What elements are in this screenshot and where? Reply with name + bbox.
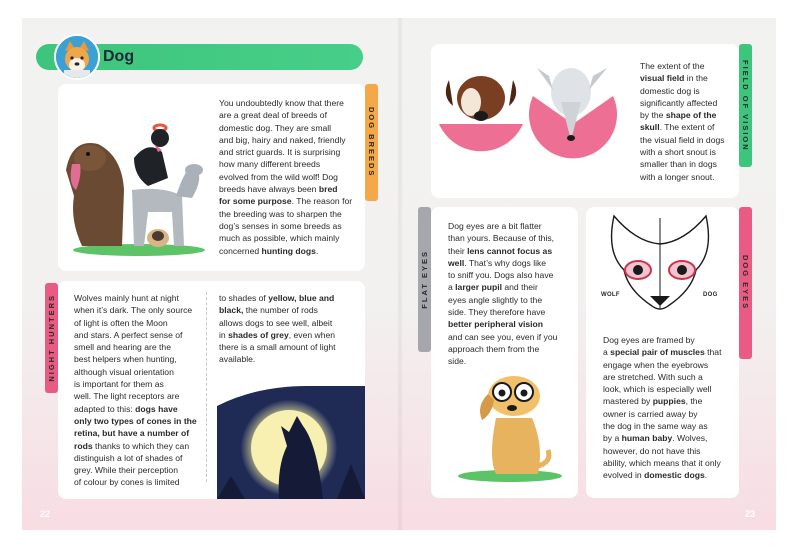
text-line: evolved in domestic dogs. bbox=[603, 470, 708, 481]
text-line: although visual orientation bbox=[74, 366, 174, 377]
text-line: to shades of yellow, blue and bbox=[219, 293, 335, 303]
text-line: and strict guards. It is surprising bbox=[219, 147, 341, 158]
text-line: how many different breeds bbox=[219, 159, 321, 170]
text-line: smell and hearing are the bbox=[74, 342, 171, 353]
text-line: concerned hunting dogs. bbox=[219, 245, 319, 256]
text-line: are a great deal of breeds of bbox=[219, 110, 327, 121]
text-line: significantly affected bbox=[640, 97, 718, 108]
wolf-moon-illustration bbox=[217, 386, 365, 499]
text-line: approach them from the bbox=[448, 343, 540, 354]
text-line: of colour by cones is limited bbox=[74, 477, 180, 488]
text-line: grey. While their perception bbox=[74, 465, 178, 476]
page-number-right: 23 bbox=[745, 509, 756, 519]
text-line: with a longer snout. bbox=[640, 171, 715, 182]
text-line: there is a small amount of light bbox=[219, 342, 336, 353]
text-line: better peripheral vision bbox=[448, 319, 544, 330]
text-line: best helpers when hunting, bbox=[74, 354, 177, 365]
text-line: in shades of grey, even when bbox=[219, 329, 336, 340]
text-line: however, do not have this bbox=[603, 445, 701, 456]
text-line: for some purpose. The reason for bbox=[219, 196, 353, 207]
text-line: and big, hairy and naked, friendly bbox=[219, 134, 346, 145]
text-line: the breeding was to sharpen the bbox=[219, 208, 342, 219]
text-line: a special pair of muscles that bbox=[603, 347, 722, 358]
tab-dog-breeds: DOG BREEDS bbox=[365, 84, 378, 201]
page-gutter bbox=[397, 18, 403, 530]
text-line: engage when the eyebrows bbox=[603, 359, 709, 370]
text-line: and can see you, even if you bbox=[448, 331, 558, 342]
text-line: look, which is especially well bbox=[603, 384, 712, 395]
page-number-left: 22 bbox=[40, 509, 51, 519]
text-line: ability, which means that it only bbox=[603, 457, 721, 468]
dog-head-logo-icon bbox=[54, 34, 100, 80]
text-line: visual field in the bbox=[640, 73, 708, 84]
text-line: retina, but have a number of bbox=[74, 428, 190, 439]
night-hunters-text-col2 bbox=[219, 292, 362, 366]
text-line: Wolves mainly hunt at night bbox=[74, 293, 179, 303]
text-line: the visual field in dogs bbox=[640, 134, 725, 145]
text-line: is important for them as bbox=[74, 379, 164, 390]
flat-eyes-text bbox=[448, 220, 576, 368]
text-line: of light is often the Moon bbox=[74, 317, 168, 328]
text-line: than yours. Because of this, bbox=[448, 233, 555, 244]
text-line: by a human baby. Wolves, bbox=[603, 433, 708, 444]
text-line: skull. The extent of bbox=[640, 122, 715, 133]
text-line: Dog eyes are a bit flatter bbox=[448, 221, 542, 231]
dog-label: DOG bbox=[703, 292, 718, 298]
night-hunters-text-col1 bbox=[74, 292, 200, 489]
text-line: owner is carried away by bbox=[603, 408, 698, 419]
text-line: black, the number of rods bbox=[219, 305, 318, 316]
text-line: adapted to this: dogs have bbox=[74, 403, 178, 414]
text-line: eyes angle slightly to the bbox=[448, 294, 543, 305]
dog-breeds-illustration bbox=[64, 100, 214, 260]
text-line: side. They therefore have bbox=[448, 307, 546, 318]
text-line: the dog in the same way as bbox=[603, 421, 708, 432]
text-line: evolved from the wild wolf! Dog bbox=[219, 171, 338, 182]
text-line: breeds have always been bred bbox=[219, 184, 338, 195]
dog-breeds-text bbox=[219, 97, 362, 257]
text-line: Dog eyes are framed by bbox=[603, 335, 695, 345]
text-line: with a short snout is bbox=[640, 147, 716, 158]
text-line: domestic dog is bbox=[640, 85, 700, 96]
text-line: only two types of cones in the bbox=[74, 415, 197, 426]
text-line: mastered by puppies, the bbox=[603, 396, 703, 407]
text-line: a larger pupil and their bbox=[448, 282, 538, 293]
text-line: You undoubtedly know that there bbox=[219, 98, 344, 108]
tab-flat-eyes: FLAT EYES bbox=[418, 207, 431, 352]
chapter-title: Dog bbox=[103, 48, 135, 65]
text-line: rods thanks to which they can bbox=[74, 440, 190, 451]
text-line: when it’s dark. The only source bbox=[74, 305, 193, 316]
field-of-vision-text bbox=[640, 60, 738, 183]
text-line: much as possible, which mainly bbox=[219, 233, 340, 244]
wolf-label: WOLF bbox=[601, 292, 620, 298]
text-line: and stars. A perfect sense of bbox=[74, 329, 183, 340]
tab-dog-eyes: DOG EYES bbox=[739, 207, 752, 359]
text-line: distinguish a lot of shades of bbox=[74, 452, 183, 463]
wolf-dog-face-diagram bbox=[598, 212, 730, 318]
text-line: smaller than in dogs bbox=[640, 159, 717, 170]
text-line: by the shape of the bbox=[640, 110, 717, 121]
text-line: their lens cannot focus as bbox=[448, 245, 553, 256]
text-line: well. The light receptors are bbox=[74, 391, 180, 402]
text-line: allows dogs to see well, albeit bbox=[219, 317, 333, 328]
tab-field-of-vision: FIELD OF VISION bbox=[739, 44, 752, 167]
flat-eyes-dog-illustration bbox=[452, 366, 572, 484]
dog-eyes-text bbox=[603, 334, 737, 482]
text-line: available. bbox=[219, 354, 256, 365]
text-line: to sniff you. Dogs also have bbox=[448, 270, 554, 281]
text-line: domestic dog. They are small bbox=[219, 122, 332, 133]
text-line: well. That’s why dogs like bbox=[448, 257, 547, 268]
text-line: The extent of the bbox=[640, 61, 705, 71]
text-line: dog’s senses in some breeds as bbox=[219, 220, 342, 231]
text-line: are stretched. With such a bbox=[603, 371, 703, 382]
tab-night-hunters: NIGHT HUNTERS bbox=[45, 283, 58, 393]
field-of-vision-illustration bbox=[437, 62, 627, 174]
column-divider bbox=[206, 292, 207, 482]
text-line: side. bbox=[448, 356, 467, 367]
